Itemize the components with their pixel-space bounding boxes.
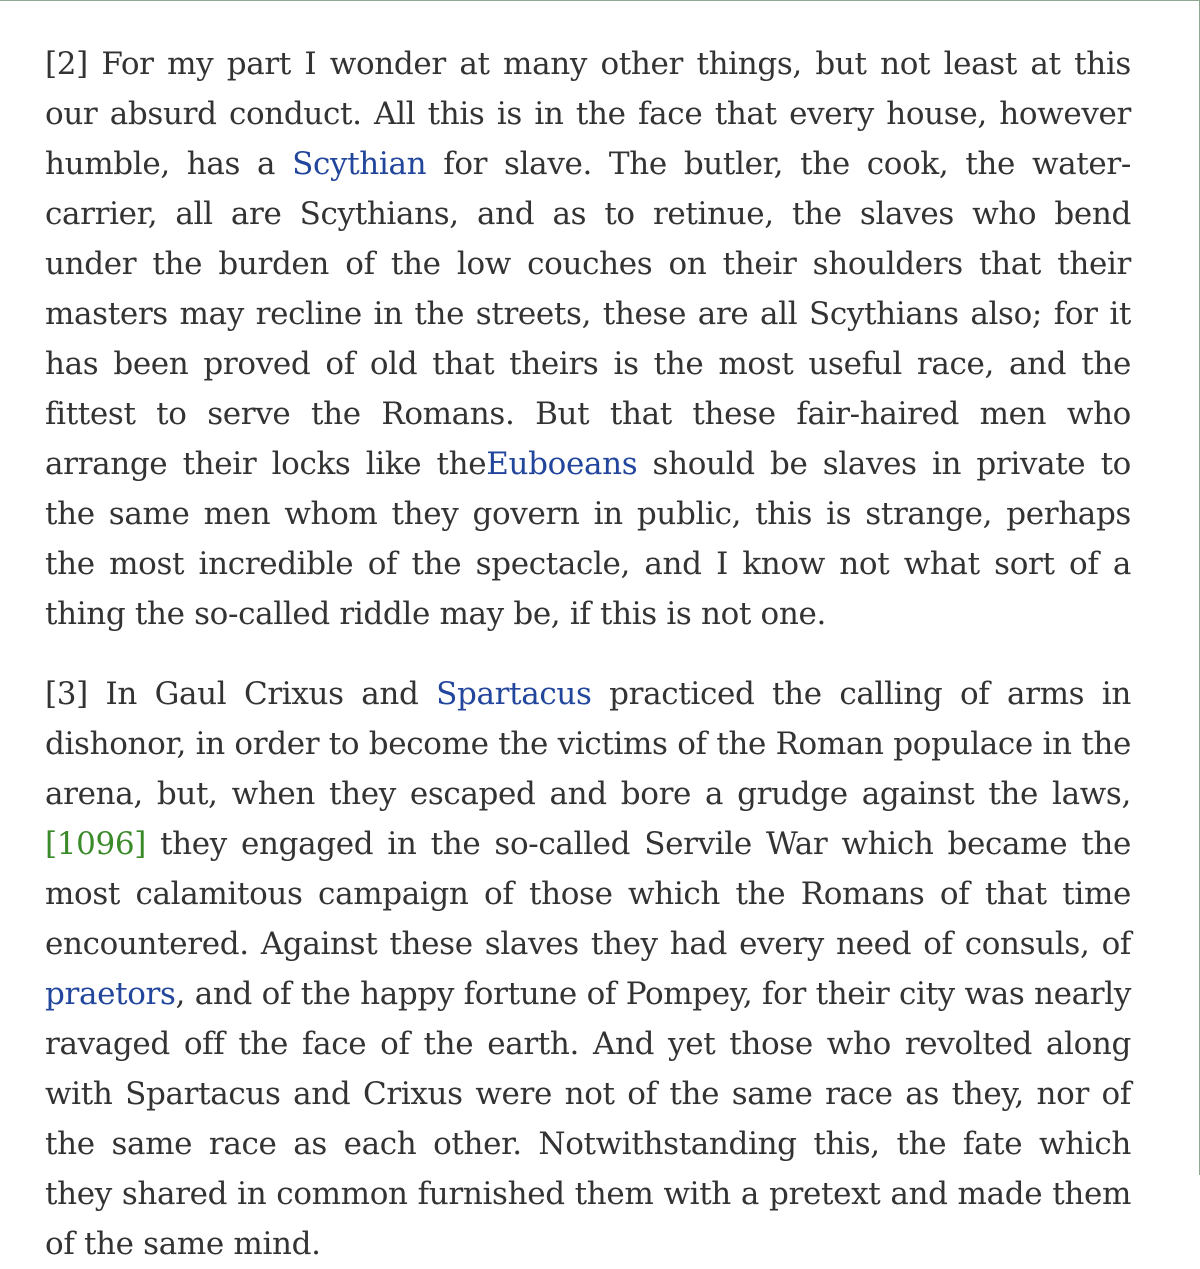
link-euboeans[interactable]: Euboeans: [486, 446, 638, 482]
paragraph-number: [3]: [45, 676, 88, 712]
paragraph-text: For my part I wonder at many other things, but not least at this our absurd conduct. All this is in the face that every house, however humble, has a: [45, 46, 1131, 182]
link-scythian[interactable]: Scythian: [292, 146, 427, 182]
paragraph-text: practiced the calling of arms in dishonor, in order to become the victims of the Roman populace in the arena, but, when they escaped and bore a grudge against the laws,: [45, 676, 1131, 812]
document-body: [45, 39, 1131, 1269]
paragraph-2: [45, 39, 1131, 639]
paragraph-number: [2]: [45, 46, 88, 82]
link-spartacus[interactable]: Spartacus: [436, 676, 592, 712]
paragraph-text: for slave. The butler, the cook, the water-carrier, all are Scythians, and as to retinue, the slaves who bend under the burden of the low couches on their shoulders that their masters may recline in the streets, these are all Scythians also; for it has been proved of old that theirs is the most useful race, and the fittest to serve the Romans. But that these fair-haired men who arrange their locks like the: [45, 146, 1131, 482]
paragraph-text: should be slaves in private to the same men whom they govern in public, this is strange, perhaps the most incredible of the spectacle, and I know not what sort of a thing the so-called riddle may be, if this is not one.: [45, 446, 1131, 632]
paragraph-text: In Gaul Crixus and: [87, 676, 437, 712]
link-praetors[interactable]: praetors: [45, 976, 176, 1012]
paragraph-text: , and of the happy fortune of Pompey, for their city was nearly ravaged off the face of the earth. And yet those who revolted along with Spartacus and Crixus were not of the same race as they, nor of the same race as each other. Notwithstanding this, the fate which they shared in common furnished them with a pretext and made them of the same mind.: [45, 976, 1131, 1262]
paragraph-text: they engaged in the so-called Servile War which became the most calamitous campaign of those which the Romans of that time encountered. Against these slaves they had every need of consuls, of: [45, 826, 1131, 962]
page-reference-link[interactable]: [1096]: [45, 826, 146, 862]
paragraph-3: [45, 669, 1131, 1269]
